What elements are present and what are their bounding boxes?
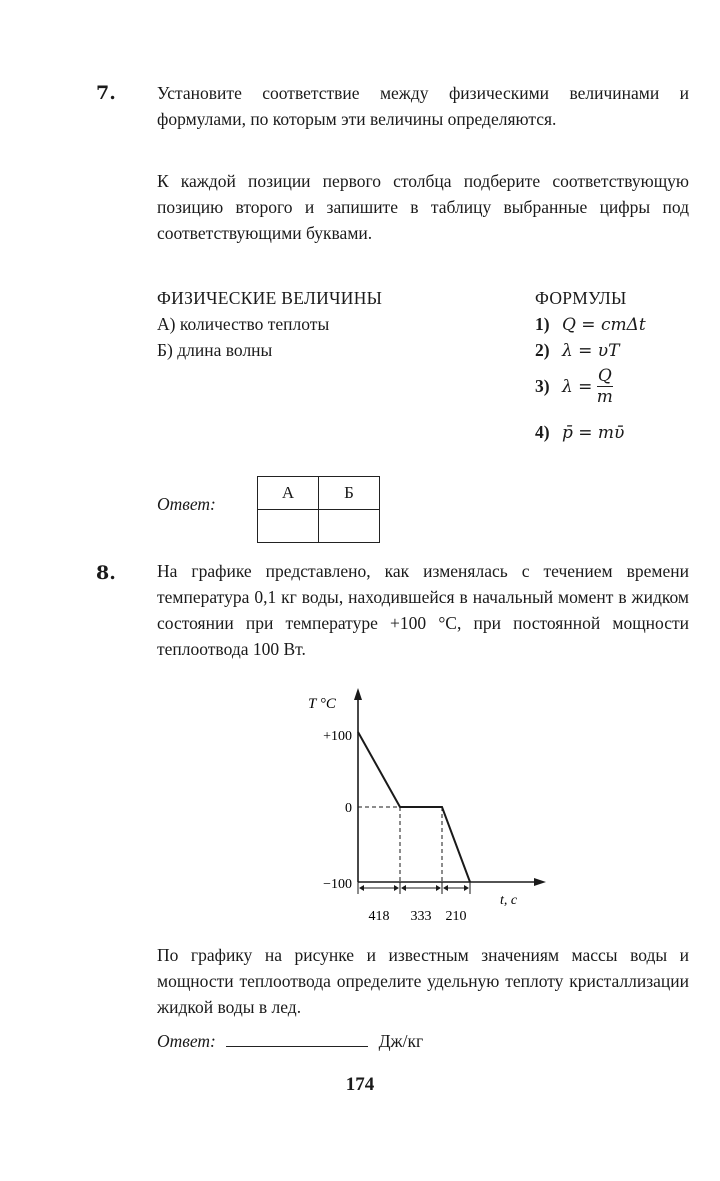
quantity-a bbox=[157, 314, 329, 335]
task-8-answer-label: Ответ: bbox=[157, 1031, 216, 1051]
x-axis-label: t, c bbox=[500, 893, 518, 908]
task-7-answer-label: Ответ: bbox=[157, 494, 216, 514]
task-7-text-2: К каждой позиции первого столбца подберите соответствующую позицию второго и запишите в таблицу выбранные цифры под соответствующими буквами. bbox=[157, 171, 689, 243]
interval-arrowhead-left bbox=[359, 885, 364, 891]
interval-arrowhead-right bbox=[394, 885, 399, 891]
quantity-b bbox=[157, 340, 272, 361]
quantity-a-text: количество теплоты bbox=[179, 314, 330, 334]
quantity-a-letter: А) bbox=[157, 314, 176, 334]
formula-4-number: 4) bbox=[535, 422, 550, 442]
y-axis-label: T °C bbox=[308, 696, 336, 712]
y-tick-label-zero: 0 bbox=[345, 801, 352, 816]
quantities-header: ФИЗИЧЕСКИЕ ВЕЛИЧИНЫ bbox=[157, 288, 383, 308]
quantity-b-text: длина волны bbox=[177, 340, 273, 360]
task-8-text-1: На графике представлено, как изменялась с течением времени температура 0,1 кг воды, находившейся в начальный момент в жидком состоянии при температуре +100 °С, при постоянной мощности теплоотвода 100 Вт. bbox=[157, 561, 689, 659]
answer-table-header-b: Б bbox=[319, 477, 380, 510]
answer-table-header-a: А bbox=[258, 477, 319, 510]
y-tick-label-plus-100: +100 bbox=[323, 729, 352, 744]
interval-marks bbox=[358, 882, 470, 894]
interval-label-418: 418 bbox=[368, 909, 390, 924]
task-8-number: 8. bbox=[96, 562, 116, 584]
formulas-header: ФОРМУЛЫ bbox=[535, 288, 627, 308]
interval-arrowhead-right bbox=[464, 885, 469, 891]
interval-label-333: 333 bbox=[410, 909, 432, 924]
task-8-answer-unit: Дж/кг bbox=[378, 1031, 424, 1051]
formula-3-numerator: Q bbox=[597, 366, 612, 386]
task-8-answer bbox=[157, 1030, 423, 1052]
answer-cell-b[interactable] bbox=[319, 510, 380, 543]
formula-3-number: 3) bbox=[535, 376, 550, 396]
temperature-chart bbox=[290, 682, 560, 928]
y-axis-arrow bbox=[354, 688, 362, 700]
quantity-b-letter: Б) bbox=[157, 340, 173, 360]
interval-arrowhead-left bbox=[443, 885, 448, 891]
formula-2-number: 2) bbox=[535, 340, 550, 360]
task-8-text-2: По графику на рисунке и известным значениям массы воды и мощности теплоотвода определите удельную теплоту кристаллизации жидкой воды в лед. bbox=[157, 945, 689, 1017]
task-7-number: 7. bbox=[96, 82, 116, 104]
formula-3-fraction bbox=[597, 366, 613, 407]
formula-2-expression: λ = υT bbox=[561, 341, 620, 361]
formula-1-number: 1) bbox=[535, 314, 550, 334]
formula-4 bbox=[535, 422, 624, 443]
formula-1-expression: Q = cmΔt bbox=[561, 315, 646, 335]
formula-2 bbox=[535, 340, 619, 361]
interval-arrowhead-right bbox=[436, 885, 441, 891]
formula-3-denominator: m bbox=[596, 387, 613, 407]
y-tick-label-minus-100: −100 bbox=[323, 877, 352, 892]
chart-axes bbox=[358, 694, 538, 882]
formula-4-expression: p̄ = mῡ bbox=[561, 423, 625, 443]
interval-arrowhead-left bbox=[401, 885, 406, 891]
interval-label-210: 210 bbox=[445, 909, 467, 924]
answer-cell-a[interactable] bbox=[258, 510, 319, 543]
page-number: 174 bbox=[345, 1074, 375, 1095]
task-8-answer-field[interactable] bbox=[226, 1030, 368, 1047]
answer-table bbox=[257, 476, 380, 543]
formula-1 bbox=[535, 314, 646, 335]
task-7-text-1: Установите соответствие между физическими величинами и формулами, по которым эти величины определяются. bbox=[157, 83, 689, 129]
formula-3-lhs: λ = bbox=[561, 376, 593, 397]
formula-3 bbox=[535, 366, 613, 407]
x-axis-arrow bbox=[534, 878, 546, 886]
